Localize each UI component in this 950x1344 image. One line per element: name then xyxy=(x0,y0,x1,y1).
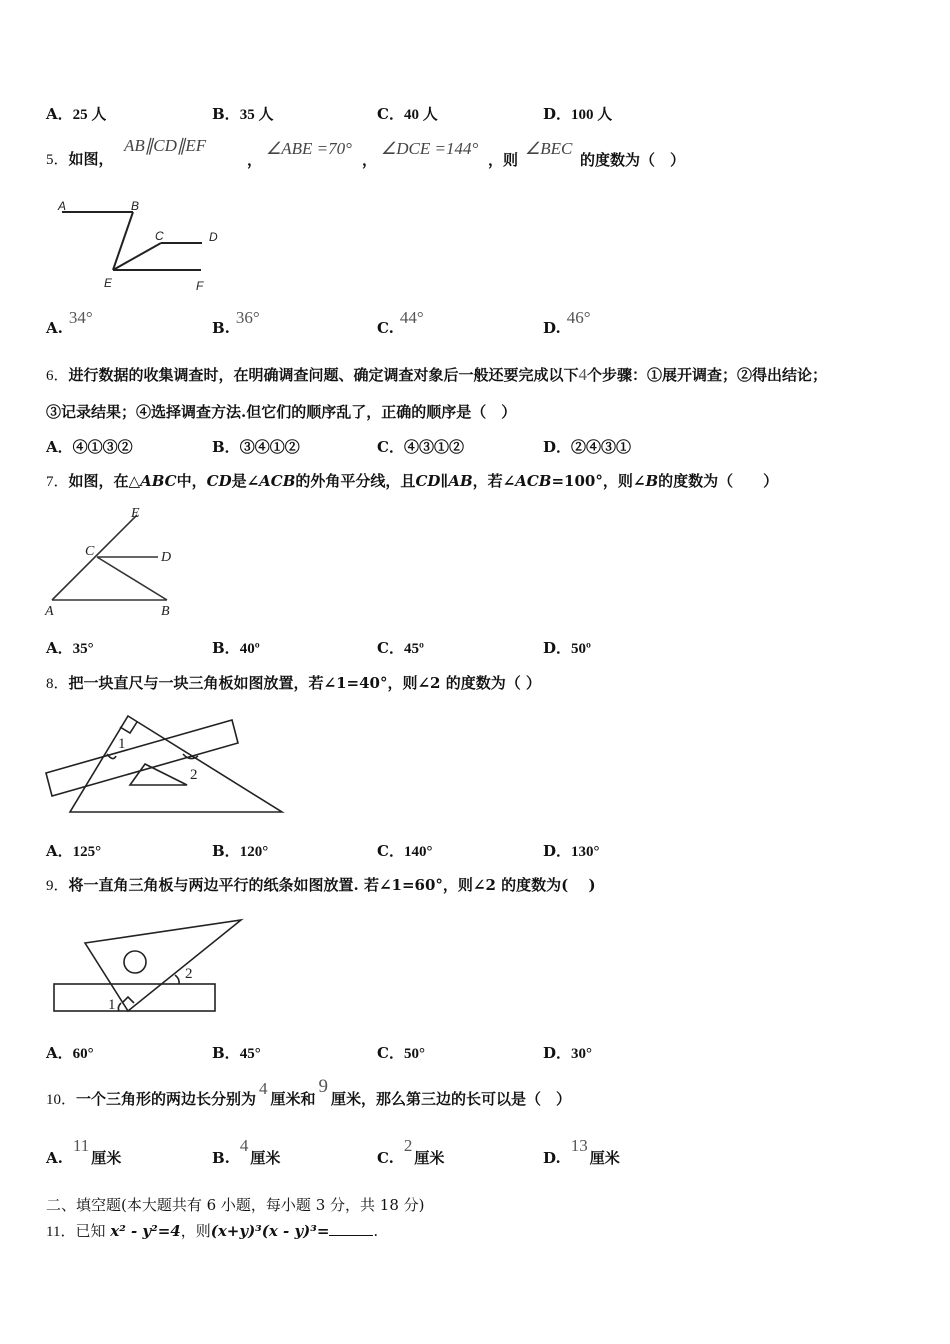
answer-blank[interactable] xyxy=(329,1221,373,1236)
q4-option-d: D．100 人 xyxy=(543,105,613,123)
q4-option-a: A．25 人 xyxy=(46,105,107,123)
q9-option-d: D．30° xyxy=(543,1044,593,1062)
label-a: A xyxy=(58,199,67,213)
angle-2-label: 2 xyxy=(190,767,198,783)
q5-target-angle: ∠BEC xyxy=(525,139,573,158)
label-d: D xyxy=(161,550,172,565)
q8-option-c: C．140° xyxy=(377,842,433,860)
q7-option-b: B．40º xyxy=(212,639,260,657)
label-a: A xyxy=(45,604,54,619)
q10-option-a: A.11厘米 xyxy=(46,1136,122,1167)
q5-condition-dce: ∠DCE =144° xyxy=(381,139,479,158)
question-11: 11．已知 x² - y²=4，则(x+y)³(x - y)³= . xyxy=(46,1222,379,1240)
q9-option-c: C．50° xyxy=(377,1044,425,1062)
q5-condition-parallel: AB∥CD∥EF xyxy=(124,136,207,155)
question-8: 8．把一块直尺与一块三角板如图放置，若∠1=40°，则∠2 的度数为（ ） xyxy=(46,674,541,692)
q8-option-d: D．130° xyxy=(543,842,600,860)
q9-option-b: B．45° xyxy=(212,1044,261,1062)
question-10: 10．一个三角形的两边长分别为4厘米和9厘米，那么第三边的长可以是（ ） xyxy=(46,1076,572,1108)
q5-option-d: D.46° xyxy=(543,308,591,337)
question-9: 9．将一直角三角板与两边平行的纸条如图放置. 若∠1=60°，则∠2 的度数为( ) xyxy=(46,876,596,894)
q10-option-d: D.13厘米 xyxy=(543,1136,620,1167)
question-number: 5． xyxy=(46,152,69,168)
label-f: F xyxy=(196,279,204,293)
angle-1-label: 1 xyxy=(108,997,116,1013)
q9-figure xyxy=(45,915,245,1020)
q8-option-b: B．120° xyxy=(212,842,269,860)
label-c: C xyxy=(155,229,164,243)
label-b: B xyxy=(131,199,140,213)
q5-option-b: B.36° xyxy=(212,308,260,337)
q10-option-b: B.4厘米 xyxy=(212,1136,281,1167)
q5-condition-abe: ∠ABE =70° xyxy=(266,139,352,158)
question-7: 7．如图，在△ABC中，CD是∠ACB的外角平分线，且CD∥AB，若∠ACB=100°，则∠B的度数为（ ） xyxy=(46,472,779,490)
q5-figure xyxy=(55,198,235,298)
label-c: C xyxy=(85,544,95,559)
q6-option-d: D．②④③① xyxy=(543,438,632,456)
section-2-heading: 二、填空题(本大题共有 6 小题，每小题 3 分，共 18 分) xyxy=(46,1196,425,1214)
question-6-line1: 6．进行数据的收集调查时，在明确调查问题、确定调查对象后一般还要完成以下4个步骤：①展开调查；②得出结论； xyxy=(46,365,828,384)
q7-option-a: A．35° xyxy=(46,639,94,657)
q4-option-c: C．40 人 xyxy=(377,105,438,123)
question-6-line2: ③记录结果；④选择调查方法.但它们的顺序乱了，正确的顺序是（ ） xyxy=(46,403,517,421)
q6-option-c: C．④③①② xyxy=(377,438,464,456)
label-e: E xyxy=(131,506,140,521)
q6-option-b: B．③④①② xyxy=(212,438,300,456)
q10-option-c: C.2厘米 xyxy=(377,1136,445,1167)
label-e: E xyxy=(104,276,113,290)
q5-option-c: C.44° xyxy=(377,308,424,337)
angle-1-label: 1 xyxy=(118,736,126,752)
q8-option-a: A．125° xyxy=(46,842,102,860)
q9-option-a: A．60° xyxy=(46,1044,94,1062)
label-d: D xyxy=(209,230,218,244)
label-b: B xyxy=(161,604,170,619)
q5-option-a: A.34° xyxy=(46,308,93,337)
q8-figure xyxy=(40,710,290,820)
q6-option-a: A．④①③② xyxy=(46,438,133,456)
q7-option-c: C．45º xyxy=(377,639,424,657)
angle-2-label: 2 xyxy=(185,966,193,982)
q7-option-d: D．50º xyxy=(543,639,591,657)
q7-figure xyxy=(45,503,185,618)
q4-option-b: B．35 人 xyxy=(212,105,274,123)
question-5: 5．如图， xyxy=(46,150,114,168)
